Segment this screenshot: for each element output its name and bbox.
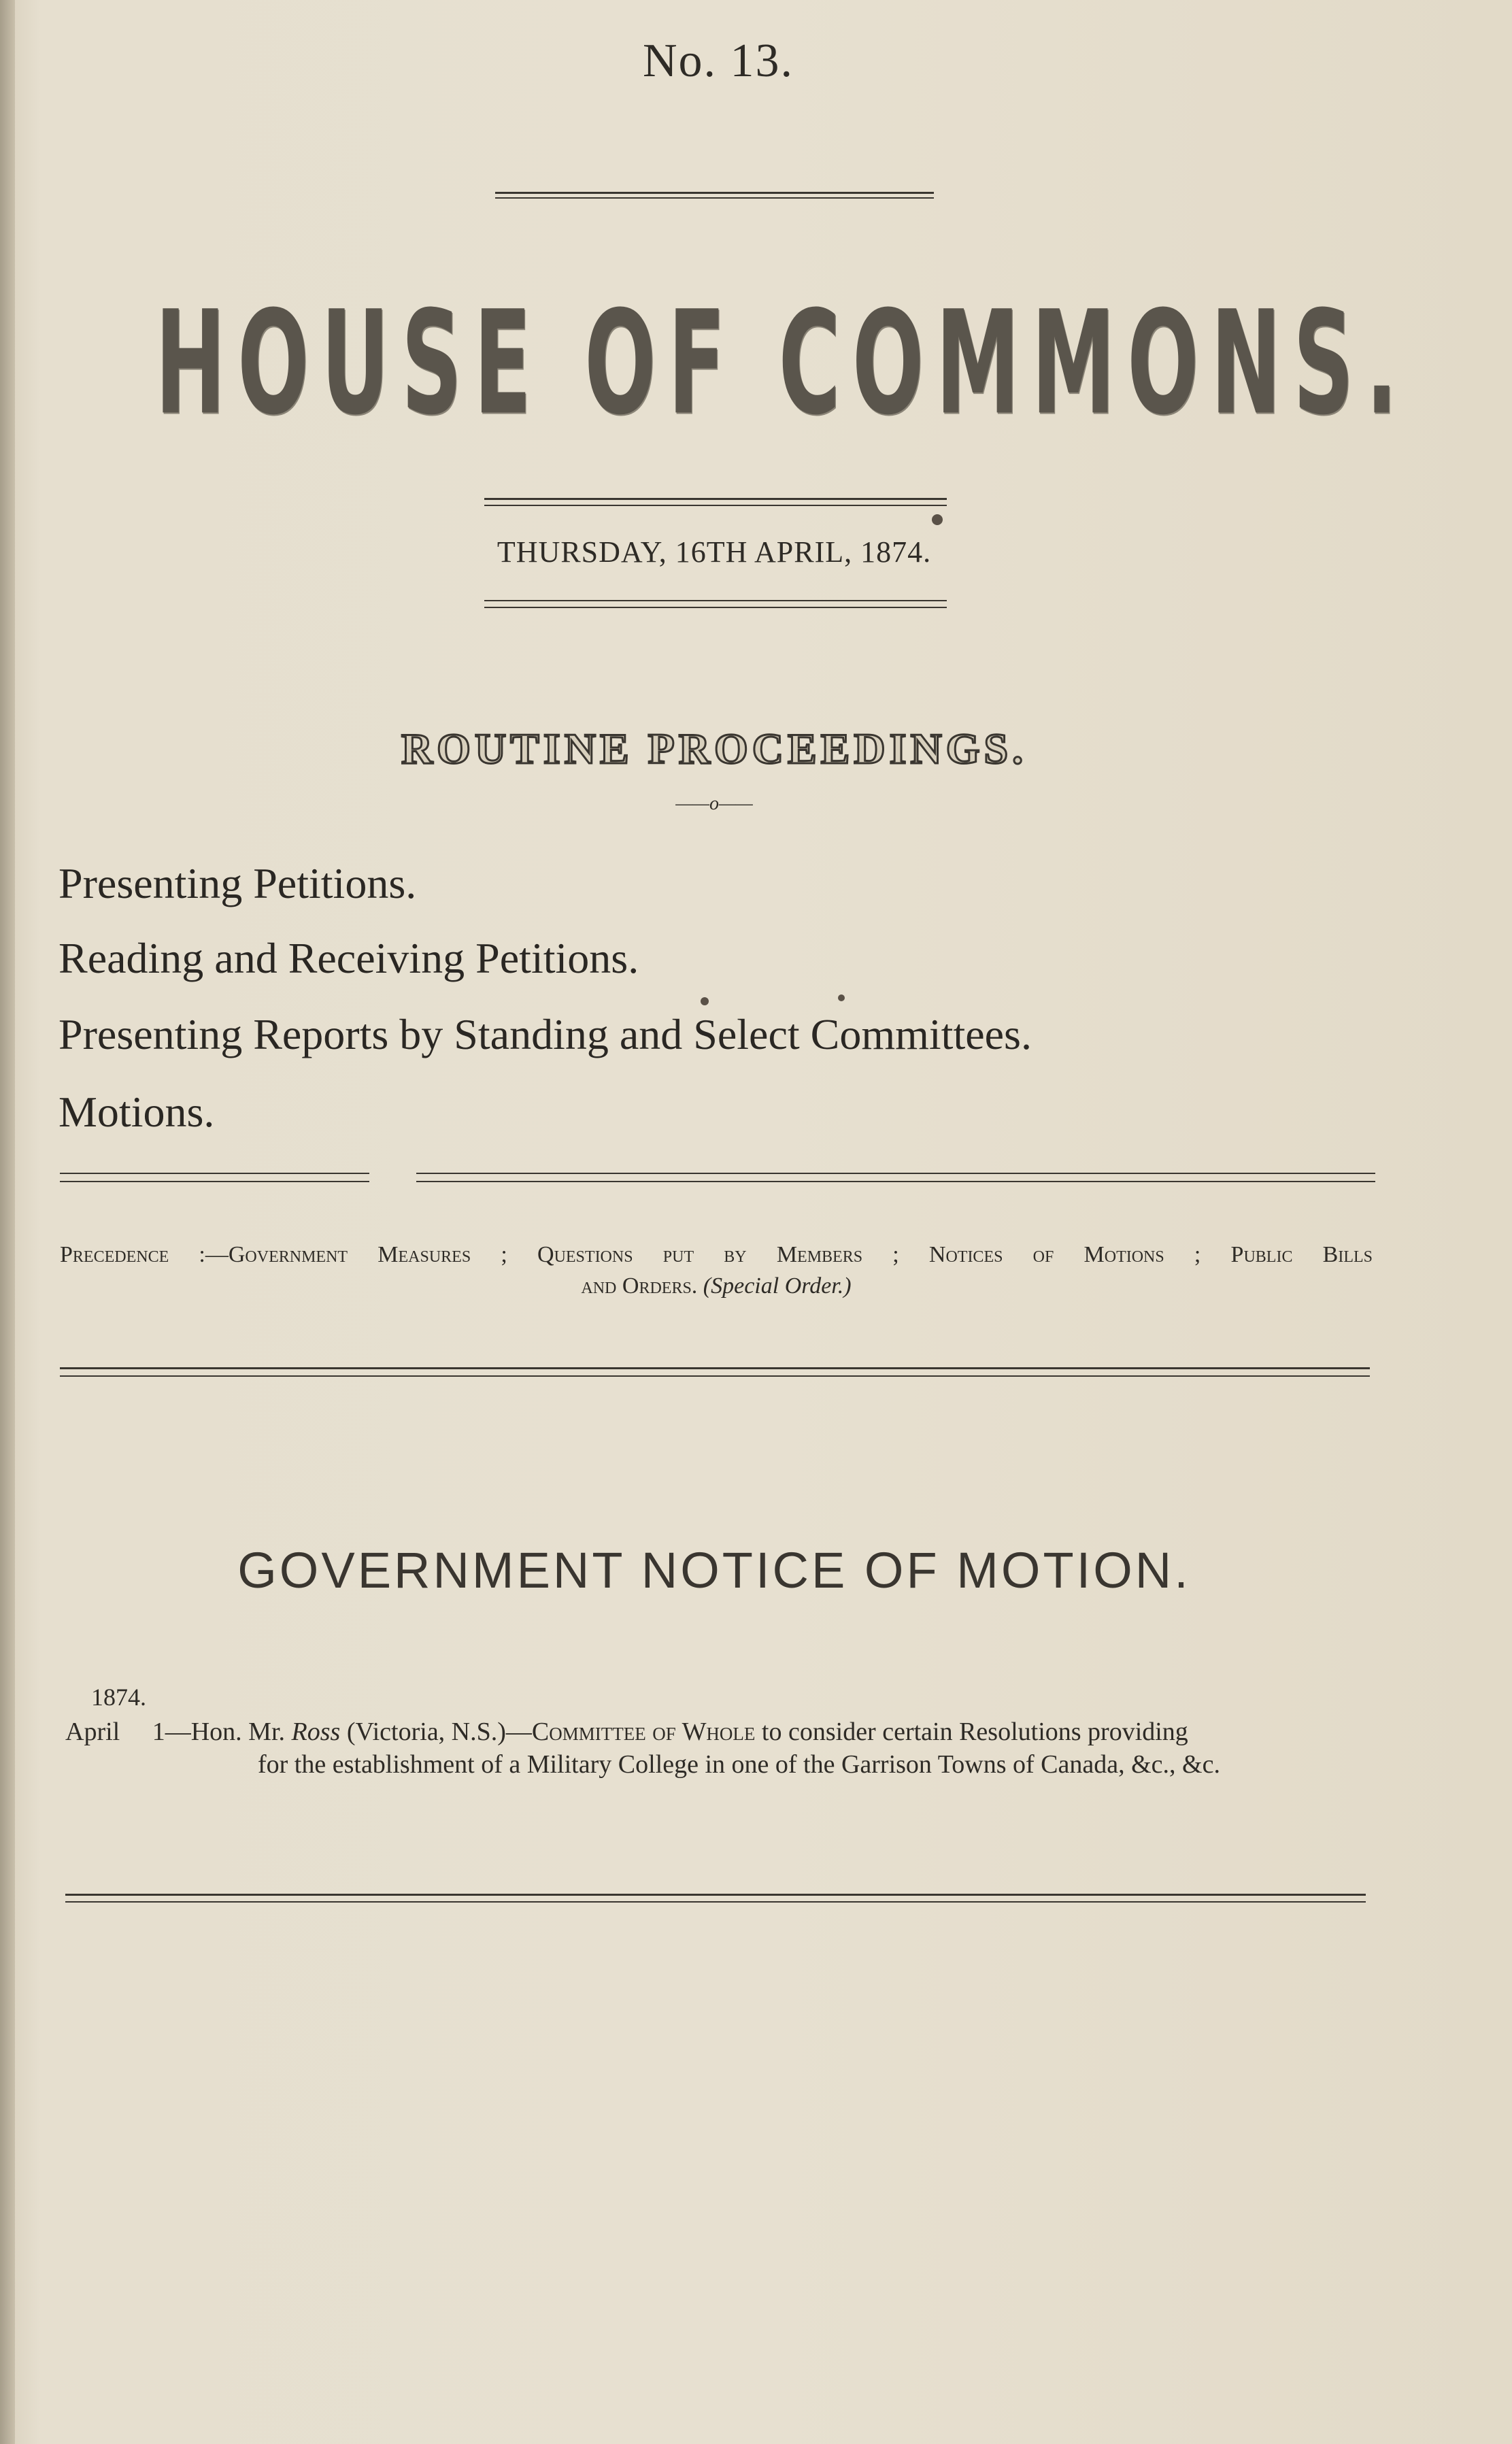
special-order-note: (Special Order.): [703, 1273, 852, 1299]
precedence-rule: [60, 1367, 1370, 1369]
sitting-date: THURSDAY, 16TH APRIL, 1874.: [497, 535, 932, 569]
bottom-rule-thin: [65, 1901, 1366, 1903]
precedence-line-1: Precedence :—Government Measures ; Questions put by Members ; Notices of Motions ; Public Bills: [60, 1242, 1373, 1267]
section-ornament: ——o——: [675, 793, 753, 814]
precedence-line-2-text: and Orders.: [581, 1273, 698, 1299]
member-name: Ross: [291, 1718, 341, 1746]
notice-entry-line-2: for the establishment of a Military College in one of the Garrison Towns of Canada, &c., &c.: [258, 1750, 1220, 1779]
date-rule-bottom-thin: [484, 607, 947, 608]
routine-item: Reading and Receiving Petitions.: [58, 934, 639, 982]
notice-year: 1874.: [91, 1684, 146, 1711]
bottom-rule: [65, 1894, 1366, 1896]
top-rule: [495, 192, 934, 194]
committee-name: Committee of Whole: [531, 1718, 756, 1746]
notice-entry-line-1: [65, 1715, 1371, 1748]
routine-item: Presenting Petitions.: [58, 859, 417, 907]
government-notice-heading: GOVERNMENT NOTICE OF MOTION.: [237, 1542, 1191, 1598]
notice-number: 1—Hon. Mr.: [152, 1718, 286, 1746]
house-title: HOUSE OF COMMONS.: [155, 280, 1410, 447]
top-rule-thin: [495, 197, 934, 199]
ink-spot: [701, 997, 709, 1005]
routine-rule-left: [60, 1173, 369, 1174]
date-rule-bottom: [484, 600, 947, 601]
member-constituency: (Victoria, N.S.)—: [346, 1718, 532, 1746]
order-paper-number: No. 13.: [643, 35, 794, 87]
notice-text-1: to consider certain Resolutions providing: [761, 1718, 1188, 1746]
precedence-note: [60, 1239, 1373, 1302]
routine-item: Presenting Reports by Standing and Select Committees.: [58, 1010, 1032, 1058]
ink-spot: [932, 514, 943, 525]
notice-entry: [65, 1715, 1371, 1781]
routine-rule-right-2: [416, 1181, 1375, 1182]
date-rule-top-thin: [484, 505, 947, 506]
precedence-rule-thin: [60, 1375, 1370, 1377]
notice-month: April: [65, 1718, 120, 1746]
routine-proceedings-heading: ROUTINE PROCEEDINGS.: [401, 724, 1028, 773]
precedence-line-2: [60, 1271, 1373, 1302]
routine-item: Motions.: [58, 1088, 215, 1136]
date-rule-top: [484, 498, 947, 500]
routine-rule-right: [416, 1173, 1375, 1174]
ink-spot: [838, 994, 845, 1001]
routine-rule-left-2: [60, 1181, 369, 1182]
page-binding-edge: [0, 0, 15, 2444]
